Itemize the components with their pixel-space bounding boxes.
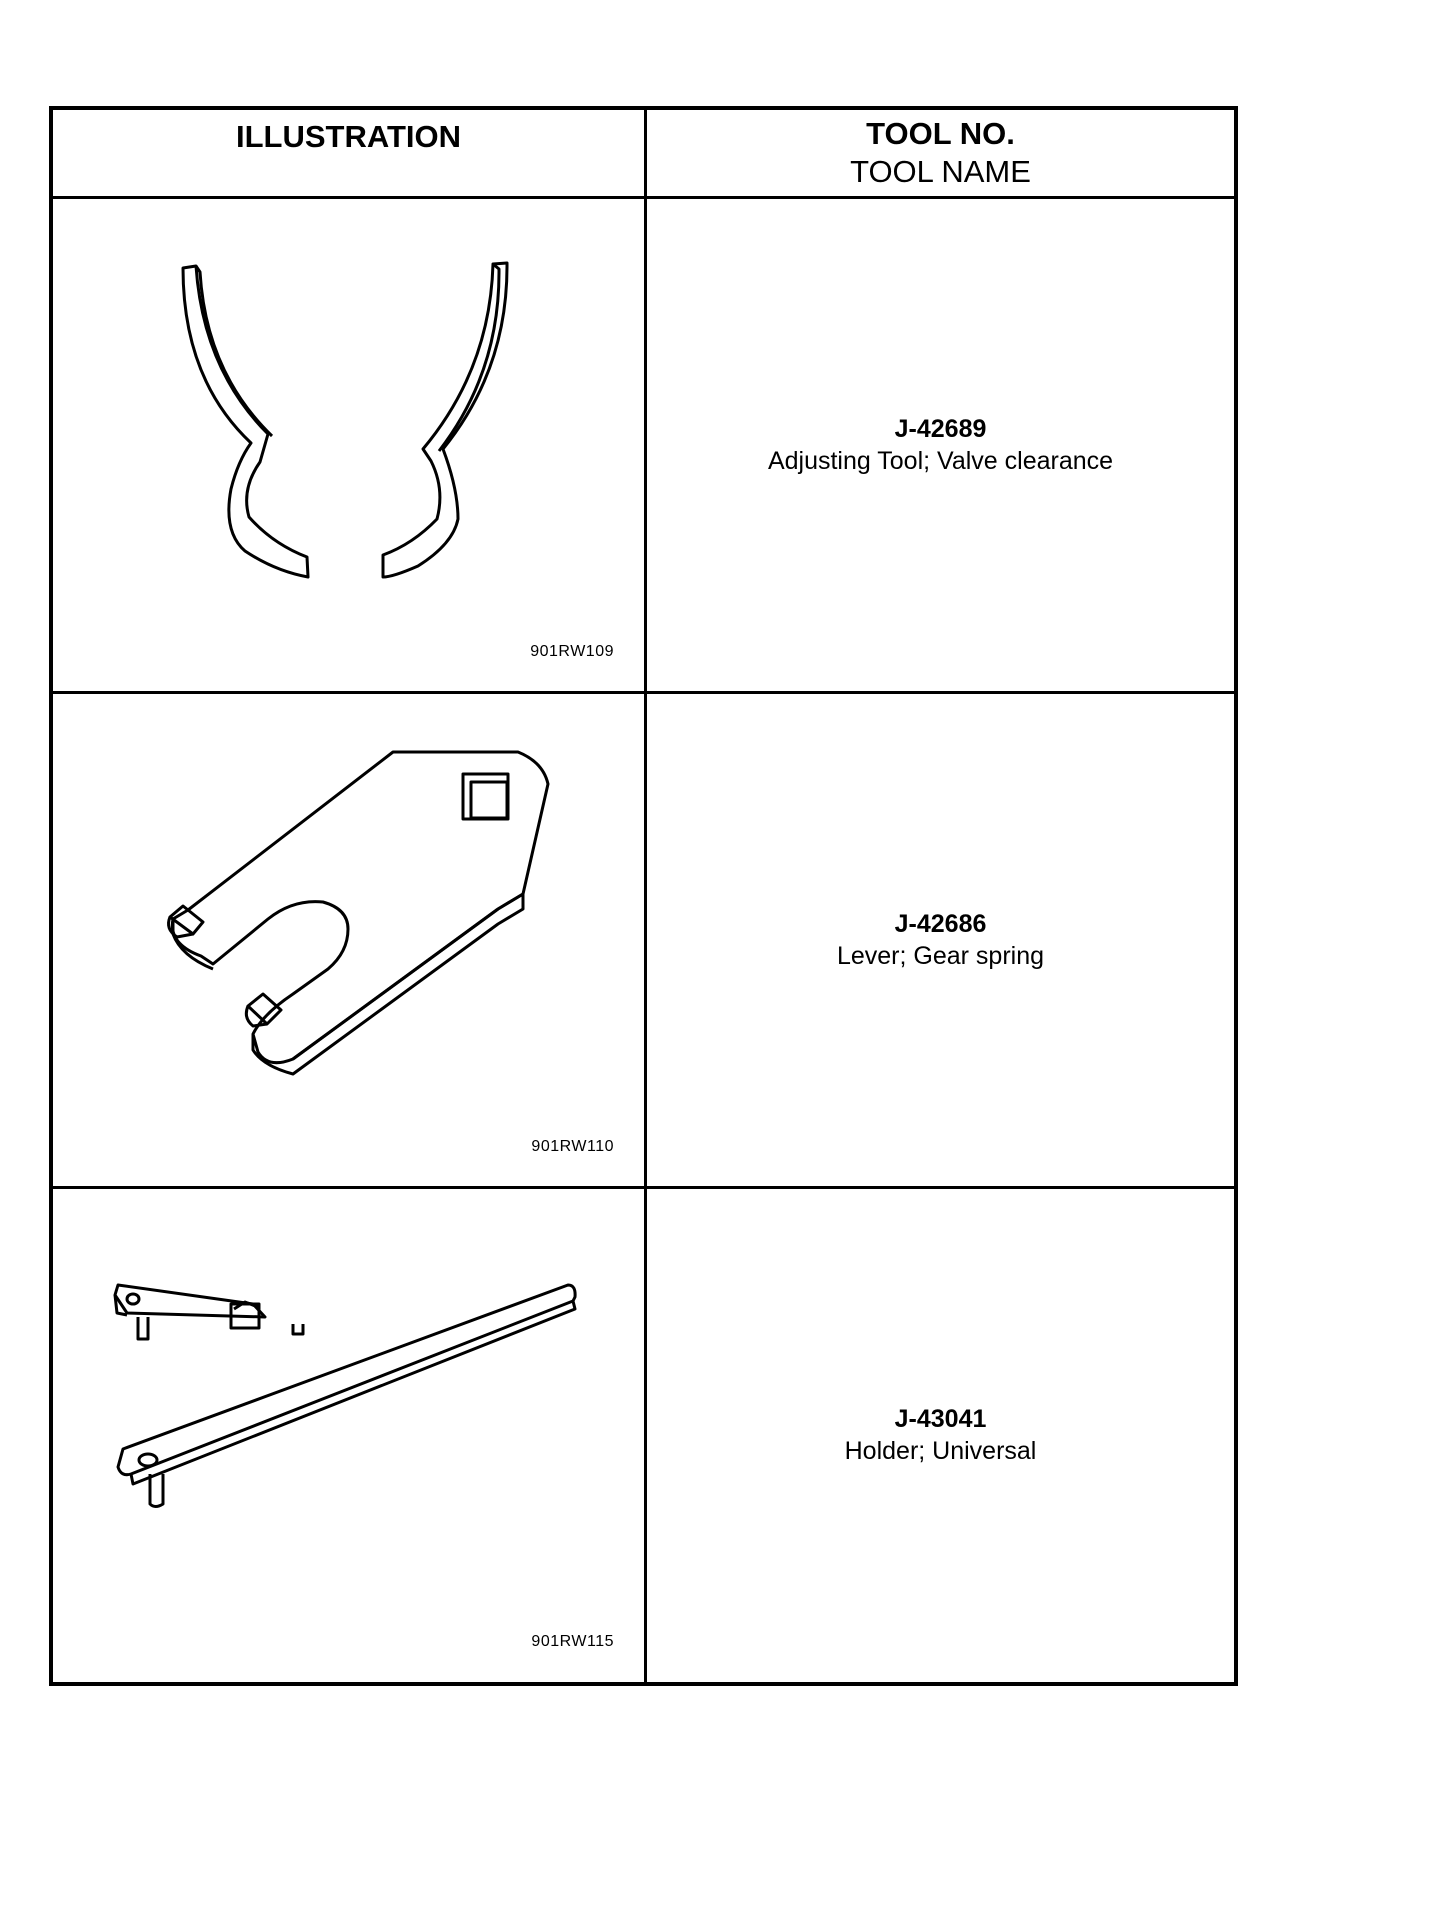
tool-name: Holder; Universal [844, 1437, 1037, 1465]
header-illustration-label: ILLUSTRATION [235, 119, 461, 154]
illustration-cell [53, 694, 644, 1186]
header-tool-name-label: TOOL NAME [850, 154, 1031, 189]
gear-spring-lever-drawing [53, 694, 644, 1186]
tool-table [49, 106, 1238, 1686]
tool-number: J-43041 [894, 1405, 987, 1433]
tool-info-cell [647, 1189, 1234, 1681]
tool-name: Lever; Gear spring [836, 942, 1045, 970]
tool-number: J-42689 [894, 415, 987, 443]
illustration-cell [53, 1189, 644, 1681]
figure-code: 901RW109 [530, 643, 614, 660]
tool-info-cell [647, 199, 1234, 691]
header-illustration [53, 110, 644, 196]
tool-name: Adjusting Tool; Valve clearance [767, 447, 1114, 475]
figure-code: 901RW115 [531, 1633, 614, 1650]
tool-number: J-42686 [894, 910, 987, 938]
universal-holder-drawing [53, 1189, 644, 1681]
illustration-cell [53, 199, 644, 691]
valve-clearance-adjusting-tool-drawing [53, 199, 644, 691]
header-tool-no-label: TOOL NO. [866, 116, 1015, 151]
figure-code: 901RW110 [531, 1138, 614, 1155]
tool-info-cell [647, 694, 1234, 1186]
header-tool [647, 110, 1234, 196]
